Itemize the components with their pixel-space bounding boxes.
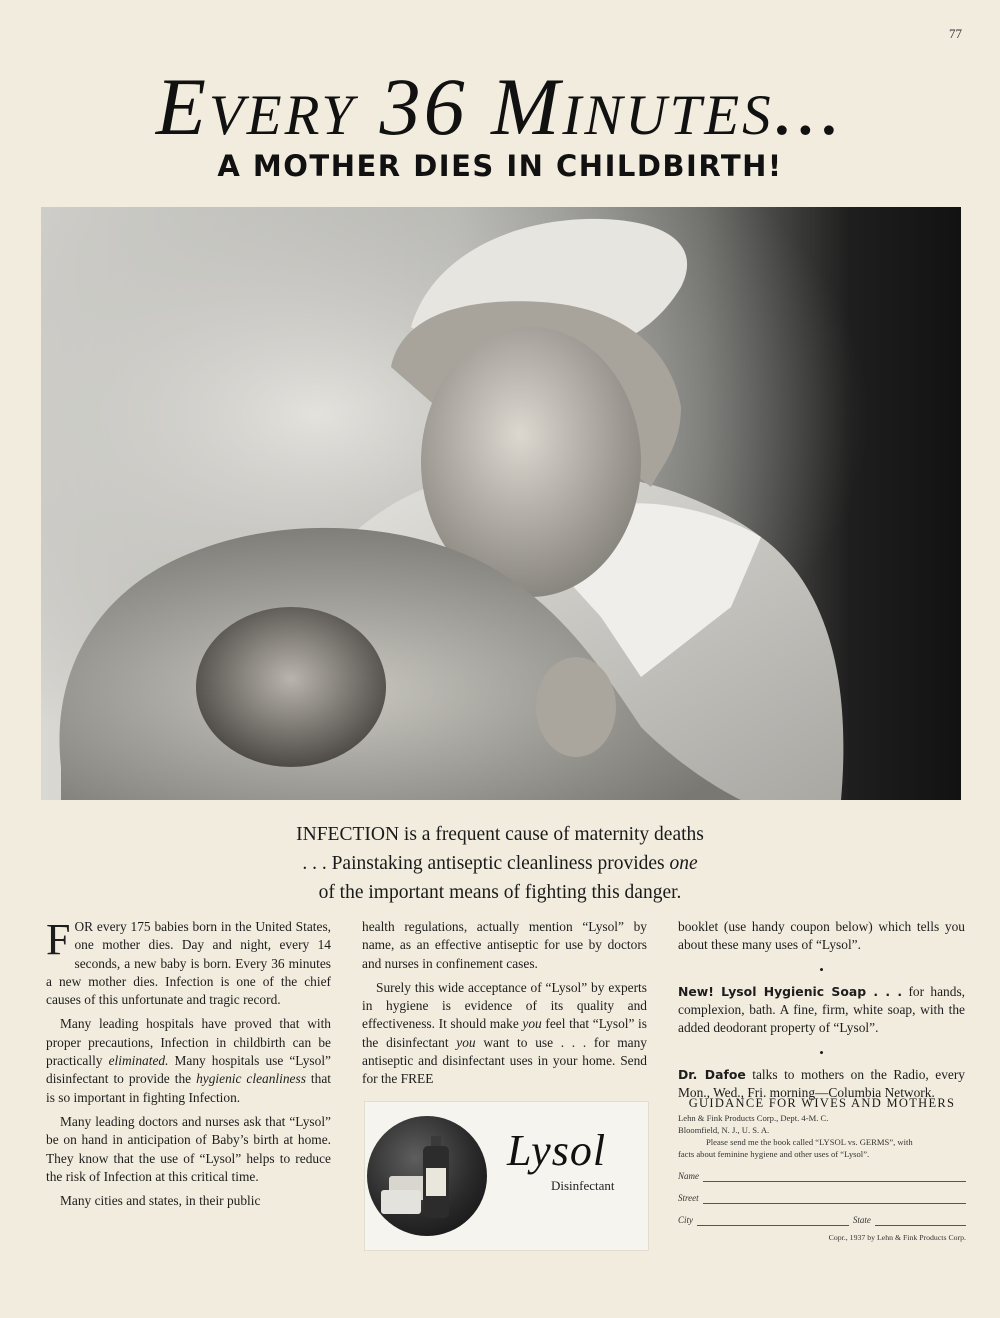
city-label: City [678, 1215, 693, 1225]
col1-paragraph-3: Many leading doctors and nurses ask that “Lysol” be on hand in anticipation of Baby’s birth at home. They know that the use of “Lysol” helps to reduce the risk of Infection at this critical time. [46, 1113, 331, 1184]
body-column-1 [46, 915, 331, 1216]
photo-illustration [41, 207, 961, 800]
coupon-address-2: Bloomfield, N. J., U. S. A. [678, 1125, 770, 1135]
baby-head-shape [196, 607, 386, 767]
col1-paragraph-2: Many leading hospitals have proved that with proper precautions, Infection in childbirth can be practically eliminated. Many hospitals use “Lysol” disinfectant to provide the hygienic cleanliness that is so important in fighting Infection. [46, 1016, 331, 1105]
body-column-3 [678, 918, 965, 1109]
lead-line-1: INFECTION is a frequent cause of maternity deaths [296, 824, 704, 845]
state-label: State [852, 1215, 871, 1225]
nurse-baby-photo [41, 207, 961, 800]
dropcap: F [46, 915, 71, 964]
coupon-address-1: Lehn & Fink Products Corp., Dept. 4-M. C. [678, 1113, 829, 1123]
city-state-field[interactable] [678, 1214, 966, 1226]
col2-paragraph-1: health regulations, actually mention “Lysol” by name, as an effective antiseptic for use by doctors and nurses in confinement cases. [362, 919, 647, 971]
street-field[interactable] [678, 1192, 966, 1204]
lead-text [0, 820, 1000, 907]
col1-paragraph-1: FOR every 175 babies born in the United States, one mother dies. Day and night, every 14 seconds, a new baby is born. Every 36 minutes a new mother dies. Infection is one of the chief causes of this unfortunate and tragic record. [46, 915, 331, 1008]
brand-subtitle: Disinfectant [551, 1178, 615, 1193]
name-label: Name [678, 1171, 699, 1181]
product-box [364, 1101, 649, 1251]
product-photo-circle [367, 1116, 487, 1236]
street-label: Street [678, 1193, 699, 1203]
page-number: 77 [949, 26, 962, 41]
coupon [678, 1097, 966, 1244]
col2-paragraph-2: Surely this wide acceptance of “Lysol” by experts in hygiene is evidence of its quality and effectiveness. It should make you feel that “Lysol” is the disinfectant you want to use . . . for many antiseptic and disinfectant uses in your home. Send for the FREE [362, 979, 648, 1087]
copyright: Copr., 1937 by Lehn & Fink Products Corp. [828, 1233, 966, 1242]
col3-soap-paragraph: New! Lysol Hygienic Soap . . . for hands, complexion, bath. A fine, firm, white soap, with the added deodorant property of “Lysol”. [678, 983, 965, 1036]
col3-radio-paragraph: Dr. Dafoe talks to mothers on the Radio, every Mon., Wed., Fri. morning—Columbia Network. [678, 1067, 965, 1101]
subhead: A MOTHER DIES IN CHILDBIRTH! [217, 149, 783, 183]
brand-logo: Lysol [507, 1126, 607, 1175]
bullet-1: • [819, 961, 824, 977]
coupon-request-1: Please send me the book called “LYSOL vs. GERMS”, with [706, 1137, 913, 1147]
street-line[interactable] [703, 1194, 966, 1204]
hands-shape [536, 657, 616, 757]
headline: Every 36 Minutes... [155, 61, 845, 152]
city-line[interactable] [697, 1216, 849, 1226]
lead-line-3: of the important means of fighting this danger. [318, 882, 682, 903]
state-line[interactable] [875, 1216, 966, 1226]
col3-paragraph-1: booklet (use handy coupon below) which tells you about these many uses of “Lysol”. [678, 919, 965, 953]
bottle-and-soap-icon [367, 1116, 487, 1236]
name-field[interactable] [678, 1170, 966, 1182]
coupon-title: GUIDANCE FOR WIVES AND MOTHERS [688, 1096, 956, 1110]
body-column-2 [362, 918, 647, 1095]
coupon-request-2: facts about feminine hygiene and other uses of “Lysol”. [678, 1149, 870, 1159]
lead-line-2: . . . Painstaking antiseptic cleanliness provides one [302, 853, 698, 874]
col1-paragraph-4: Many cities and states, in their public [60, 1193, 261, 1209]
bullet-2: • [819, 1044, 824, 1060]
name-line[interactable] [703, 1172, 966, 1182]
